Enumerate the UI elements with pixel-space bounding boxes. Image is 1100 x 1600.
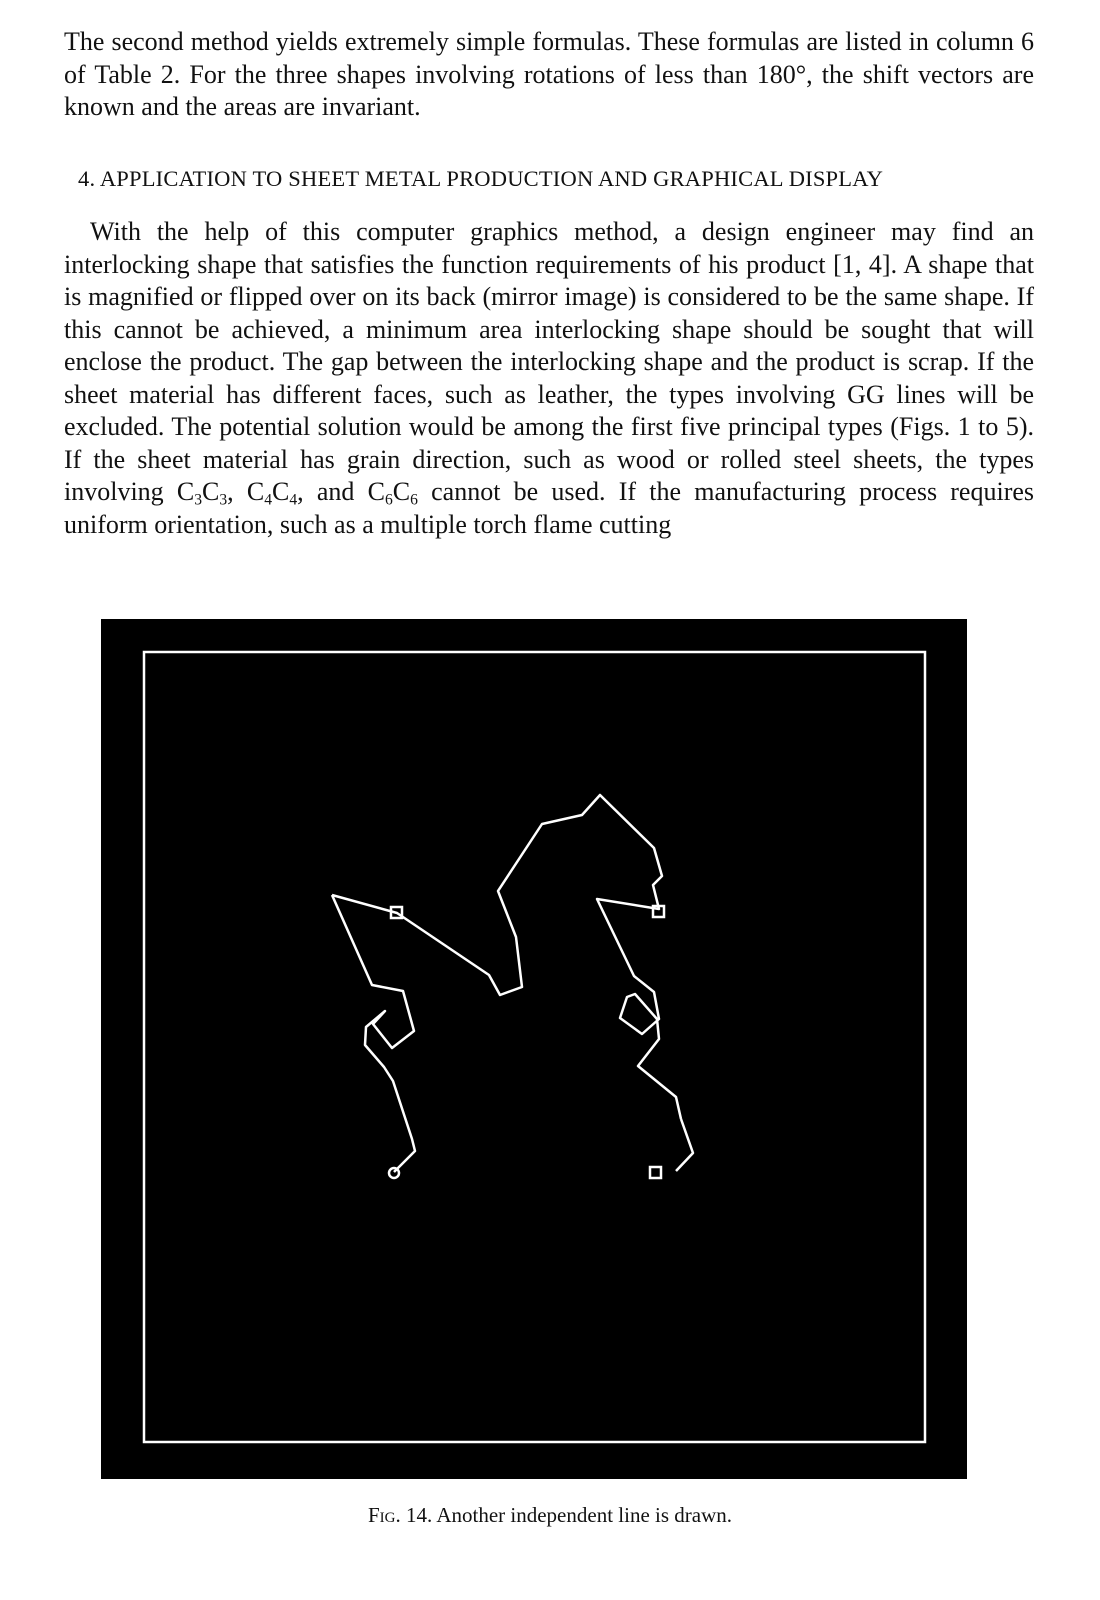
vertex-marker-lower-left bbox=[389, 1168, 399, 1178]
top-paragraph: The second method yields extremely simple formulas. These formulas are listed in column 6 of Table 2. For the three shapes involving rotations of less than 180°, the shift vectors are known and the areas are invariant. bbox=[64, 27, 1034, 121]
figure-drawing bbox=[101, 619, 967, 1479]
vertex-marker-lower-right bbox=[650, 1167, 661, 1178]
figure-caption bbox=[0, 1503, 1100, 1528]
paragraph-text-part-1: With the help of this computer graphics method, a design engineer may find an interlocking shape that satisfies the function requirements of his product [1, 4]. A shape that is magnified or flipped over on its back (mirror image) is considered to be the same shape. If this cannot be achieved, a minimum area interlocking shape should be sought that will enclose the product. The gap between the interlocking shape and the product is scrap. If the sheet material has different faces, such as leather, the types involving GG lines will be excluded. The potential solution would be among the first five principal types (Figs. 1 to 5). If the sheet material has grain direction, such as wood or rolled steel sheets, the types involving bbox=[64, 217, 1034, 506]
section-paragraph: With the help of this computer graphics method, a design engineer may find an interlocking shape that satisfies the function requirements of his product [1, 4]. A shape that is magnified or flipped over on its back (mirror image) is considered to be the same shape. If this cannot be achieved, a minimum area interlocking shape should be sought that will enclose the product. The gap between the interlocking shape and the product is scrap. If the sheet material has different faces, such as leather, the types involving GG lines will be excluded. The potential solution would be among the first five principal types (Figs. 1 to 5). If the sheet material has grain direction, such as wood or rolled steel sheets, the types involving $C_3C_3$, $C_4C_4$, and $C_6C_6$ cannot be used. If the manufacturing process requires uniform orientation, such as a multiple torch flame cutting bbox=[64, 217, 1035, 539]
section-heading: 4. APPLICATION TO SHEET METAL PRODUCTION AND GRAPHICAL DISPLAY bbox=[78, 166, 884, 191]
figure-caption-text: Another independent line is drawn. bbox=[432, 1503, 733, 1527]
lower-interlock-line bbox=[332, 895, 415, 1172]
display-frame bbox=[144, 652, 925, 1442]
independent-line bbox=[676, 1119, 693, 1171]
paragraph-text-part-2: cannot be used. If the manufacturing process requires uniform orientation, such as a multiple torch flame cutting bbox=[64, 477, 1035, 539]
figure-14-display bbox=[101, 619, 967, 1479]
type-c4c4: $C_4C_4$ bbox=[246, 477, 298, 509]
upper-interlock-line bbox=[332, 795, 681, 1119]
type-c3c3: $C_3C_3$ bbox=[176, 477, 228, 509]
type-c6c6: $C_6C_6$ bbox=[367, 477, 418, 509]
figure-label: Fig. 14. bbox=[367, 1503, 433, 1527]
